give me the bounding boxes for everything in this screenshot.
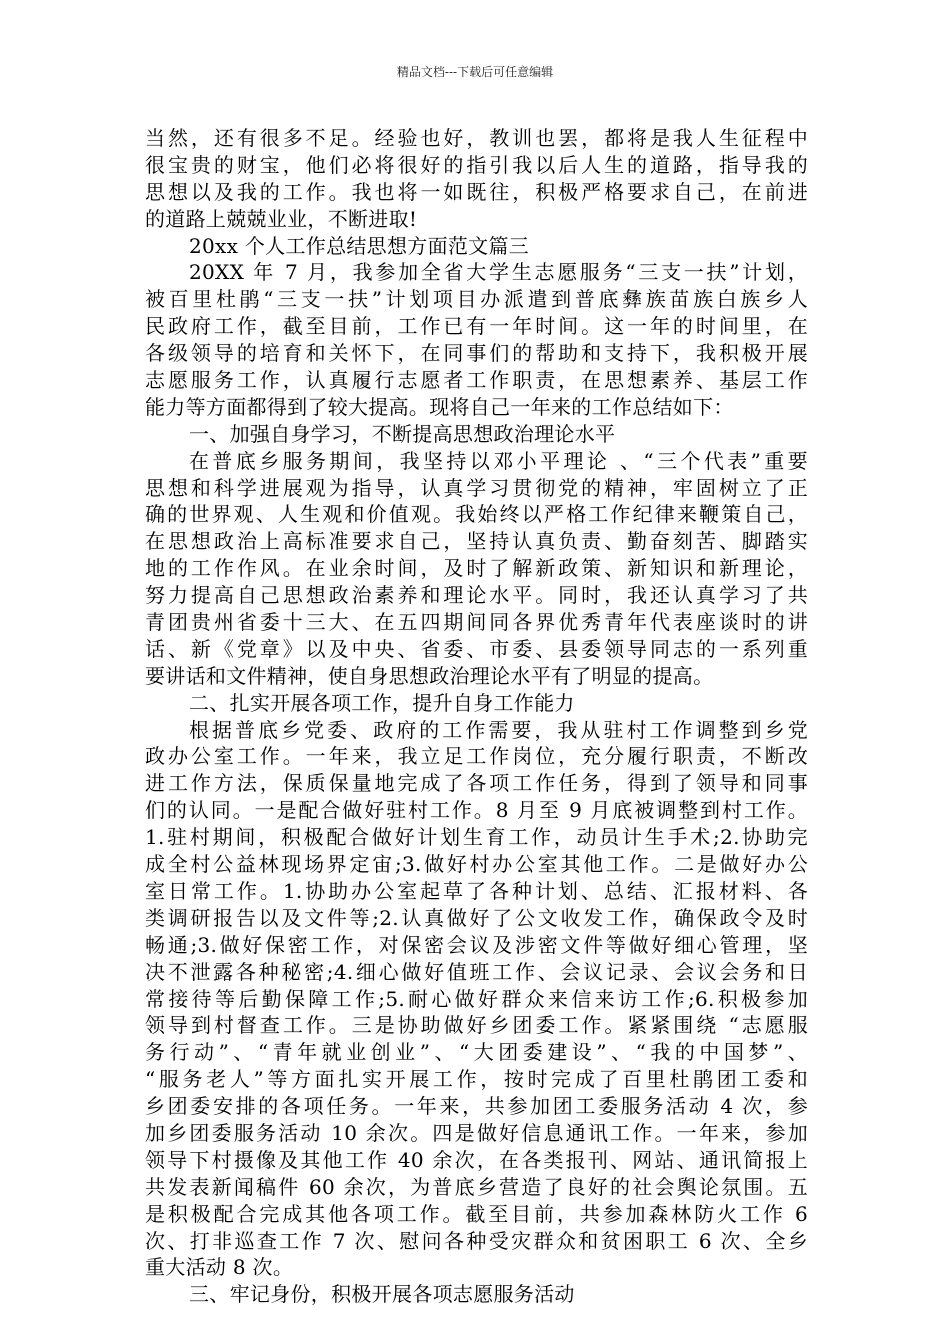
text-line: 进工作方法，保质保量地完成了各项工作任务，得到了领导和同事 [145,771,808,796]
text-line: 在思想政治上高标准要求自己，坚持认真负责、勤奋刻苦、脚踏实 [145,529,808,554]
text-line: 次、打非巡查工作 7 次、慰问各种受灾群众和贫困职工 6 次、全乡 [145,1228,808,1253]
text-line: 共发表新闻稿件 60 余次，为普底乡营造了良好的社会舆论氛围。五 [145,1174,808,1199]
text-line: 话、新《党章》以及中央、省委、市委、县委领导同志的一系列重 [145,636,808,661]
text-line: 们的认同。一是配合做好驻村工作。8 月至 9 月底被调整到村工作。 [145,798,808,823]
text-line: 加乡团委服务活动 10 余次。四是做好信息通讯工作。一年来，参加 [145,1120,808,1145]
text-line: 类调研报告以及文件等;2.认真做好了公文收发工作，确保政令及时 [145,905,808,930]
text-line: 能力等方面都得到了较大提高。现将自己一年来的工作总结如下： [145,394,734,419]
text-line: 三、牢记身份，积极开展各项志愿服务活动 [189,1282,575,1307]
text-line: 畅通;3.做好保密工作，对保密会议及涉密文件等做好细心管理，坚 [145,932,808,957]
text-line: 领导到村督查工作。三是协助做好乡团委工作。紧紧围绕 “志愿服 [145,1013,808,1038]
text-line: 常接待等后勤保障工作;5.耐心做好群众来信来访工作;6.积极参加 [145,986,808,1011]
text-line: 青团贵州省委十三大、在五四期间同各界优秀青年代表座谈时的讲 [145,610,808,635]
text-line: 乡团委安排的各项任务。一年来，共参加团工委服务活动 4 次，参 [145,1094,808,1119]
text-line: 1.驻村期间，积极配合做好计划生育工作，动员计生手术;2.协助完 [145,825,808,850]
text-line: 地的工作作风。在业余时间，及时了解新政策、新知识和新理论， [145,556,808,581]
text-line: 民政府工作，截至目前，工作已有一年时间。这一年的时间里，在 [145,314,808,339]
text-line: 是积极配合完成其他各项工作。截至目前，共参加森林防火工作 6 [145,1201,808,1226]
text-line: 很宝贵的财宝，他们必将很好的指引我以后人生的道路，指导我的 [145,152,808,177]
text-line: 重大活动 8 次。 [145,1255,294,1280]
text-line: 要讲话和文件精神，使自身思想政治理论水平有了明显的提高。 [145,663,714,688]
page-header: 精品文档---下载后可任意编辑 [396,65,554,79]
text-line: 根据普底乡党委、政府的工作需要，我从驻村工作调整到乡党 [189,717,808,742]
text-line: 被百里杜鹃“三支一扶”计划项目办派遣到普底彝族苗族白族乡人 [145,287,808,312]
text-line: 20XX 年 7 月，我参加全省大学生志愿服务“三支一扶”计划， [189,260,808,285]
text-line: 志愿服务工作，认真履行志愿者工作职责，在思想素养、基层工作 [145,368,808,393]
text-line: 室日常工作。1.协助办公室起草了各种计划、总结、汇报材料、各 [145,878,808,903]
text-line: 务行动”、“青年就业创业”、“大团委建设”、“我的中国梦”、 [145,1040,808,1065]
text-line: 一、加强自身学习，不断提高思想政治理论水平 [189,421,616,446]
text-line: 领导下村摄像及其他工作 40 余次，在各类报刊、网站、通讯简报上 [145,1147,808,1172]
document-body [145,125,808,1308]
text-line: 成全村公益林现场界定宙;3.做好村办公室其他工作。二是做好办公 [145,852,808,877]
text-line: 思想以及我的工作。我也将一如既往，积极严格要求自己，在前进 [145,179,808,204]
text-line: “服务老人”等方面扎实开展工作，按时完成了百里杜鹃团工委和 [145,1067,808,1092]
text-line: 在普底乡服务期间，我坚持以邓小平理论 、“三个代表”重要 [189,448,808,473]
text-line: 二、扎实开展各项工作，提升自身工作能力 [189,690,575,715]
text-line: 确的世界观、人生观和价值观。我始终以严格工作纪律来鞭策自己， [145,502,808,527]
text-line: 的道路上兢兢业业，不断进取! [145,206,418,231]
text-line: 当然，还有很多不足。经验也好，教训也罢，都将是我人生征程中 [145,126,808,150]
text-line: 各级领导的培育和关怀下，在同事们的帮助和支持下，我积极开展 [145,341,808,366]
text-line: 20xx 个人工作总结思想方面范文篇三 [189,233,530,258]
text-line: 政办公室工作。一年来，我立足工作岗位，充分履行职责，不断改 [145,744,808,769]
text-line: 努力提高自己思想政治素养和理论水平。同时，我还认真学习了共 [145,583,808,608]
text-line: 思想和科学进展观为指导，认真学习贯彻党的精神，牢固树立了正 [145,475,808,500]
text-line: 决不泄露各种秘密;4.细心做好值班工作、会议记录、会议会务和日 [145,959,808,984]
